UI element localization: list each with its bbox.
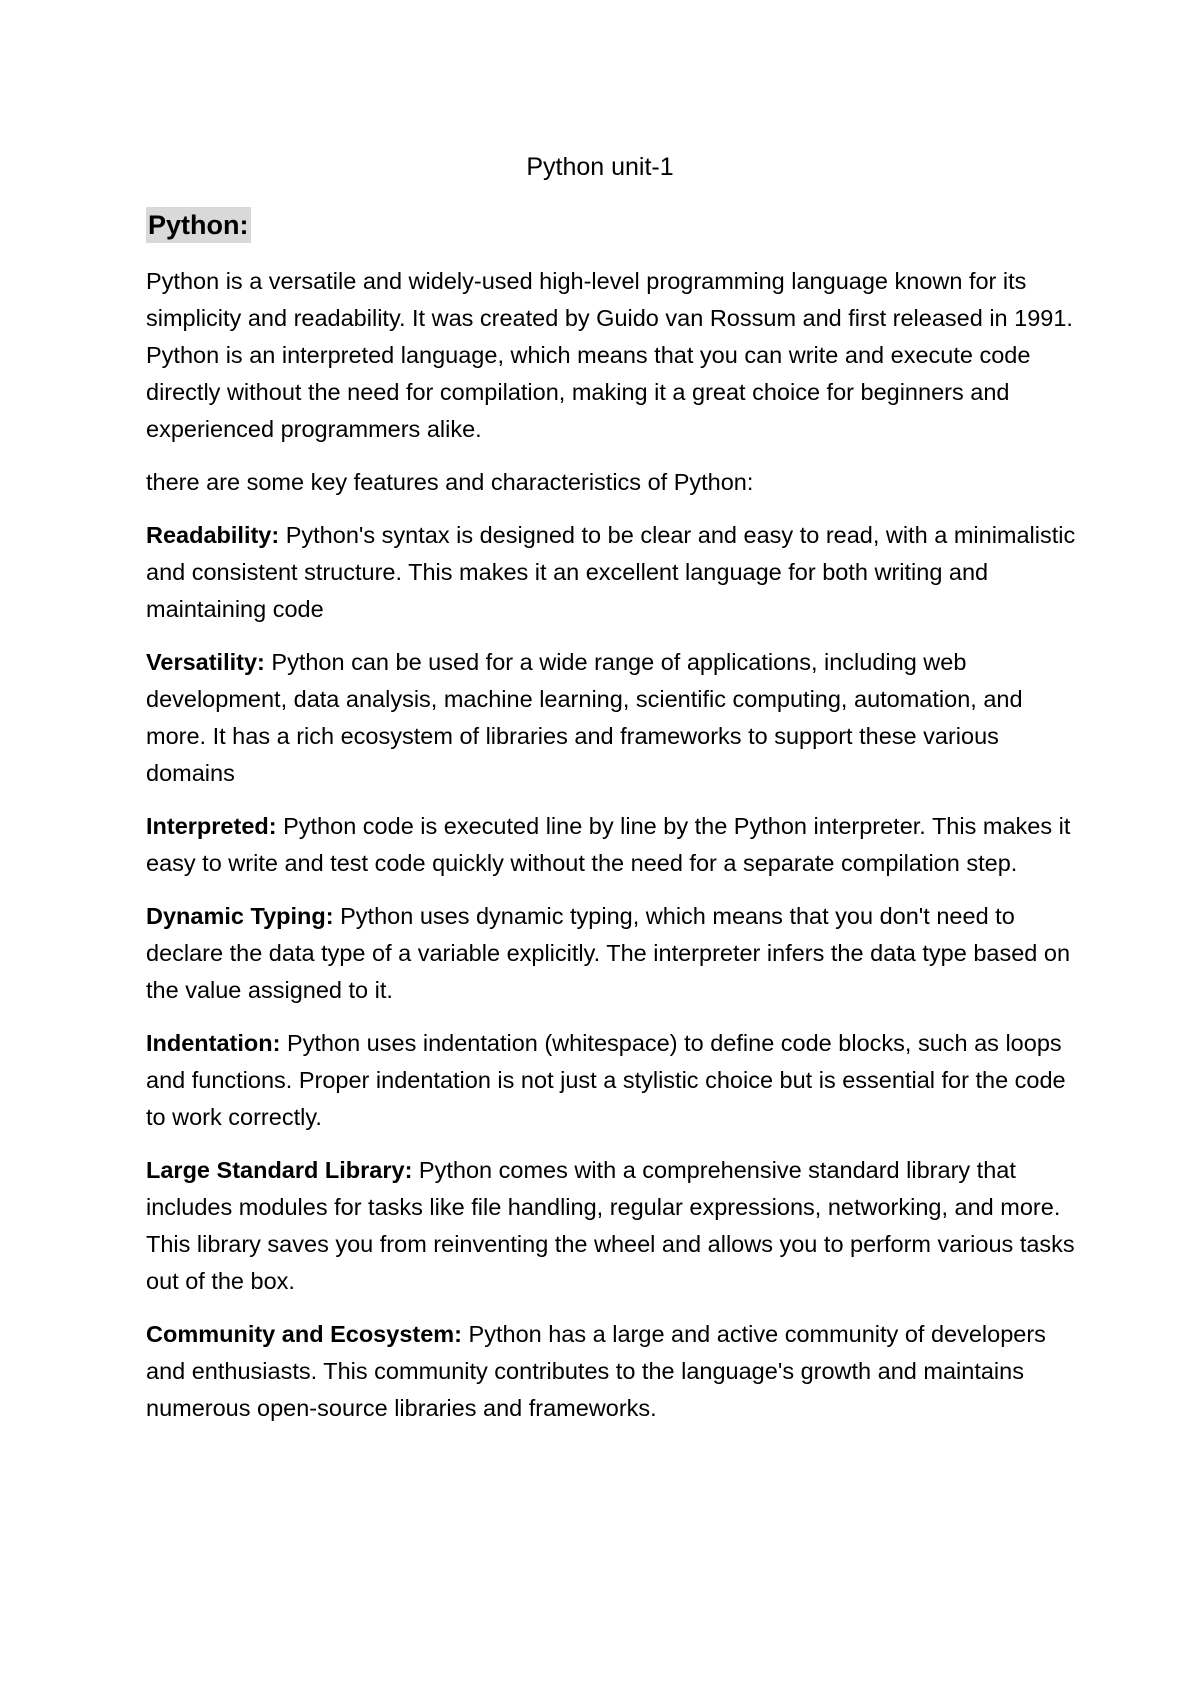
feature-term: Readability:: [146, 522, 280, 548]
feature-term: Dynamic Typing:: [146, 903, 334, 929]
section-heading: Python:: [146, 207, 251, 243]
feature-description: Python can be used for a wide range of applications, including web development, data analysis, machine learning, scientific computing, automation, and more. It has a rich ecosystem of libraries and frameworks to support these various domains: [146, 649, 1023, 786]
features-lead-paragraph: there are some key features and characteristics of Python:: [146, 469, 754, 495]
feature-description: Python code is executed line by line by the Python interpreter. This makes it easy to write and test code quickly without the need for a separate compilation step.: [146, 813, 1071, 876]
feature-description: Python comes with a comprehensive standard library that includes modules for tasks like file handling, regular expressions, networking, and more. This library saves you from reinventing the wheel and allows you to perform various tasks out of the box.: [146, 1157, 1075, 1294]
document-title: Python unit-1: [526, 153, 674, 181]
feature-paragraph-community: [146, 1316, 1076, 1427]
feature-paragraph-dynamic-typing: [146, 898, 1076, 1009]
feature-paragraph-indentation: [146, 1025, 1076, 1136]
feature-term: Community and Ecosystem:: [146, 1321, 463, 1347]
feature-description: Python uses indentation (whitespace) to define code blocks, such as loops and functions. Proper indentation is not just a stylistic choice but is essential for the code to work correctly.: [146, 1030, 1066, 1130]
feature-term: Large Standard Library:: [146, 1157, 413, 1183]
feature-term: Indentation:: [146, 1030, 281, 1056]
feature-description: Python uses dynamic typing, which means that you don't need to declare the data type of a variable explicitly. The interpreter infers the data type based on the value assigned to it.: [146, 903, 1071, 1003]
intro-paragraph: Python is a versatile and widely-used high-level programming language known for its simplicity and readability. It was created by Guido van Rossum and first released in 1991. Python is an interpreted language, which means that you can write and execute code directly without the need for compilation, making it a great choice for beginners and experienced programmers alike.: [146, 268, 1073, 442]
feature-term: Interpreted:: [146, 813, 277, 839]
feature-paragraph-versatility: [146, 644, 1076, 792]
feature-paragraph-interpreted: [146, 808, 1076, 882]
feature-paragraph-readability: [146, 517, 1076, 628]
feature-description: Python has a large and active community of developers and enthusiasts. This community contributes to the language's growth and maintains numerous open-source libraries and frameworks.: [146, 1321, 1046, 1421]
feature-term: Versatility:: [146, 649, 265, 675]
feature-description: Python's syntax is designed to be clear and easy to read, with a minimalistic and consistent structure. This makes it an excellent language for both writing and maintaining code: [146, 522, 1076, 622]
document-body: [146, 263, 1076, 1443]
feature-paragraph-standard-library: [146, 1152, 1076, 1300]
